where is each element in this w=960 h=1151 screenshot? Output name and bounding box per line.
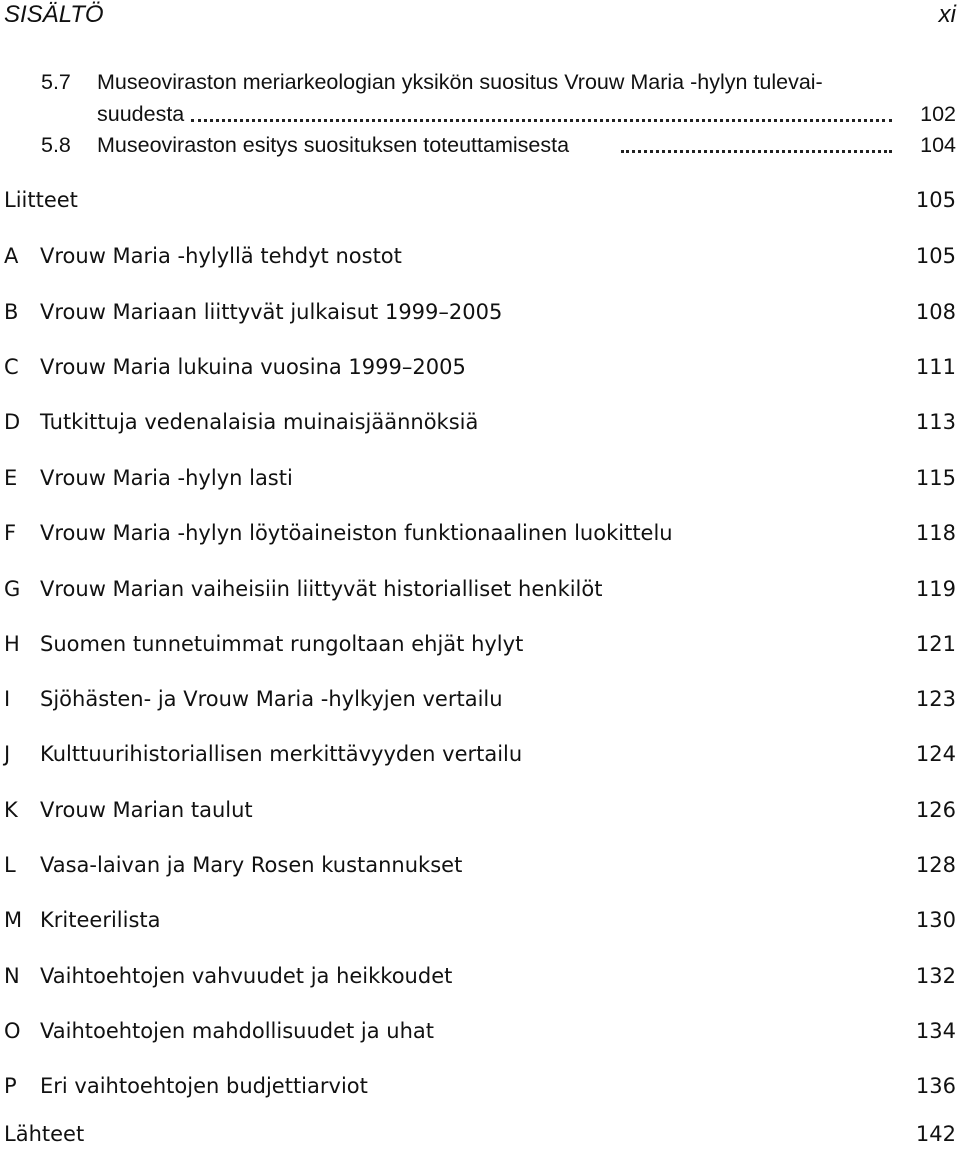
toc-chapter-n[interactable] [4, 959, 956, 993]
toc-chapter-j[interactable] [4, 737, 956, 771]
chapter-letter: H [4, 632, 20, 656]
chapter-page: 121 [915, 632, 956, 656]
chapter-letter: C [4, 355, 19, 379]
toc-subsection[interactable] [41, 130, 956, 162]
chapter-letter: E [4, 466, 18, 490]
toc-chapter-a[interactable] [4, 239, 956, 273]
chapter-label: Vrouw Maria -hylyllä tehdyt nostot [40, 244, 402, 268]
subsection-title-line2: suudesta [97, 102, 185, 126]
header-page-number: xi [938, 1, 956, 28]
chapter-page: 124 [915, 742, 956, 766]
toc-chapter-m[interactable] [4, 903, 956, 937]
chapter-label: Lähteet [4, 1122, 85, 1146]
toc-chapter-lahteet[interactable] [4, 1117, 956, 1151]
toc-chapter-h[interactable] [4, 627, 956, 661]
chapter-letter: F [4, 521, 17, 545]
chapter-label: Vrouw Mariaan liittyvät julkaisut 1999–2005 [40, 300, 503, 324]
chapter-page: 105 [915, 188, 956, 212]
chapter-label: Liitteet [4, 188, 78, 212]
subsection-number: 5.7 [41, 70, 71, 94]
chapter-label: Vrouw Marian vaiheisiin liittyvät historialliset henkilöt [40, 577, 603, 601]
chapter-label: Kulttuurihistoriallisen merkittävyyden vertailu [40, 742, 523, 766]
chapter-page: 136 [915, 1074, 956, 1098]
toc-chapter-g[interactable] [4, 572, 956, 606]
chapter-label: Vasa-laivan ja Mary Rosen kustannukset [40, 853, 463, 877]
chapter-page: 119 [915, 577, 956, 601]
toc-chapter-c[interactable] [4, 350, 956, 384]
chapter-letter: B [4, 300, 19, 324]
chapter-page: 134 [915, 1019, 956, 1043]
chapter-label: Vaihtoehtojen mahdollisuudet ja uhat [40, 1019, 435, 1043]
chapter-page: 123 [915, 687, 956, 711]
toc-chapter-o[interactable] [4, 1014, 956, 1048]
chapter-label: Vrouw Marian taulut [40, 798, 253, 822]
chapter-page: 126 [915, 798, 956, 822]
chapter-letter: D [4, 410, 21, 434]
dot-leader [621, 144, 892, 153]
chapter-page: 118 [915, 521, 956, 545]
chapter-page: 128 [915, 853, 956, 877]
chapter-label: Sjöhästen- ja Vrouw Maria -hylkyjen vertailu [40, 687, 503, 711]
chapter-letter: O [4, 1019, 21, 1043]
running-header [0, 0, 960, 34]
toc-subsection[interactable] [41, 67, 956, 131]
chapter-label: Suomen tunnetuimmat rungoltaan ehjät hylyt [40, 632, 524, 656]
chapter-letter: J [4, 742, 11, 766]
toc-chapter-k[interactable] [4, 793, 956, 827]
chapter-label: Vaihtoehtojen vahvuudet ja heikkoudet [40, 964, 453, 988]
chapter-page: 130 [915, 908, 956, 932]
subsection-page: 102 [920, 102, 956, 126]
dot-leader [191, 113, 892, 122]
chapter-letter: I [4, 687, 11, 711]
chapter-letter: P [4, 1074, 17, 1098]
toc-chapter-l[interactable] [4, 848, 956, 882]
chapter-letter: K [4, 798, 18, 822]
chapter-letter: A [4, 244, 19, 268]
chapter-page: 108 [915, 300, 956, 324]
chapter-page: 105 [915, 244, 956, 268]
toc-chapter-liitteet[interactable] [4, 183, 956, 217]
chapter-page: 142 [915, 1122, 956, 1146]
toc-chapter-b[interactable] [4, 295, 956, 329]
chapter-letter: N [4, 964, 20, 988]
chapter-letter: G [4, 577, 21, 601]
header-section-title: SISÄLTÖ [4, 1, 104, 28]
chapter-label: Vrouw Maria lukuina vuosina 1999–2005 [40, 355, 466, 379]
toc-chapter-f[interactable] [4, 516, 956, 550]
subsection-number: 5.8 [41, 133, 71, 157]
chapter-label: Vrouw Maria -hylyn lasti [40, 466, 293, 490]
chapter-label: Eri vaihtoehtojen budjettiarviot [40, 1074, 368, 1098]
subsection-page: 104 [920, 133, 956, 157]
chapter-label: Vrouw Maria -hylyn löytöaineiston funktionaalinen luokittelu [40, 521, 673, 545]
subsection-title-line1: Museoviraston meriarkeologian yksikön suositus Vrouw Maria -hylyn tulevai- [97, 70, 823, 94]
toc-chapter-p[interactable] [4, 1069, 956, 1103]
chapter-page: 115 [915, 466, 956, 490]
toc-chapter-e[interactable] [4, 461, 956, 495]
chapter-letter: M [4, 908, 23, 932]
chapter-page: 111 [915, 355, 956, 379]
chapter-letter: L [4, 853, 16, 877]
chapter-page: 132 [915, 964, 956, 988]
subsection-title: Museoviraston esitys suosituksen toteuttamisesta [97, 133, 570, 157]
chapter-label: Tutkittuja vedenalaisia muinaisjäännöksiä [40, 410, 479, 434]
toc-chapter-i[interactable] [4, 682, 956, 716]
toc-chapter-d[interactable] [4, 405, 956, 439]
chapter-label: Kriteerilista [40, 908, 161, 932]
chapter-page: 113 [915, 410, 956, 434]
